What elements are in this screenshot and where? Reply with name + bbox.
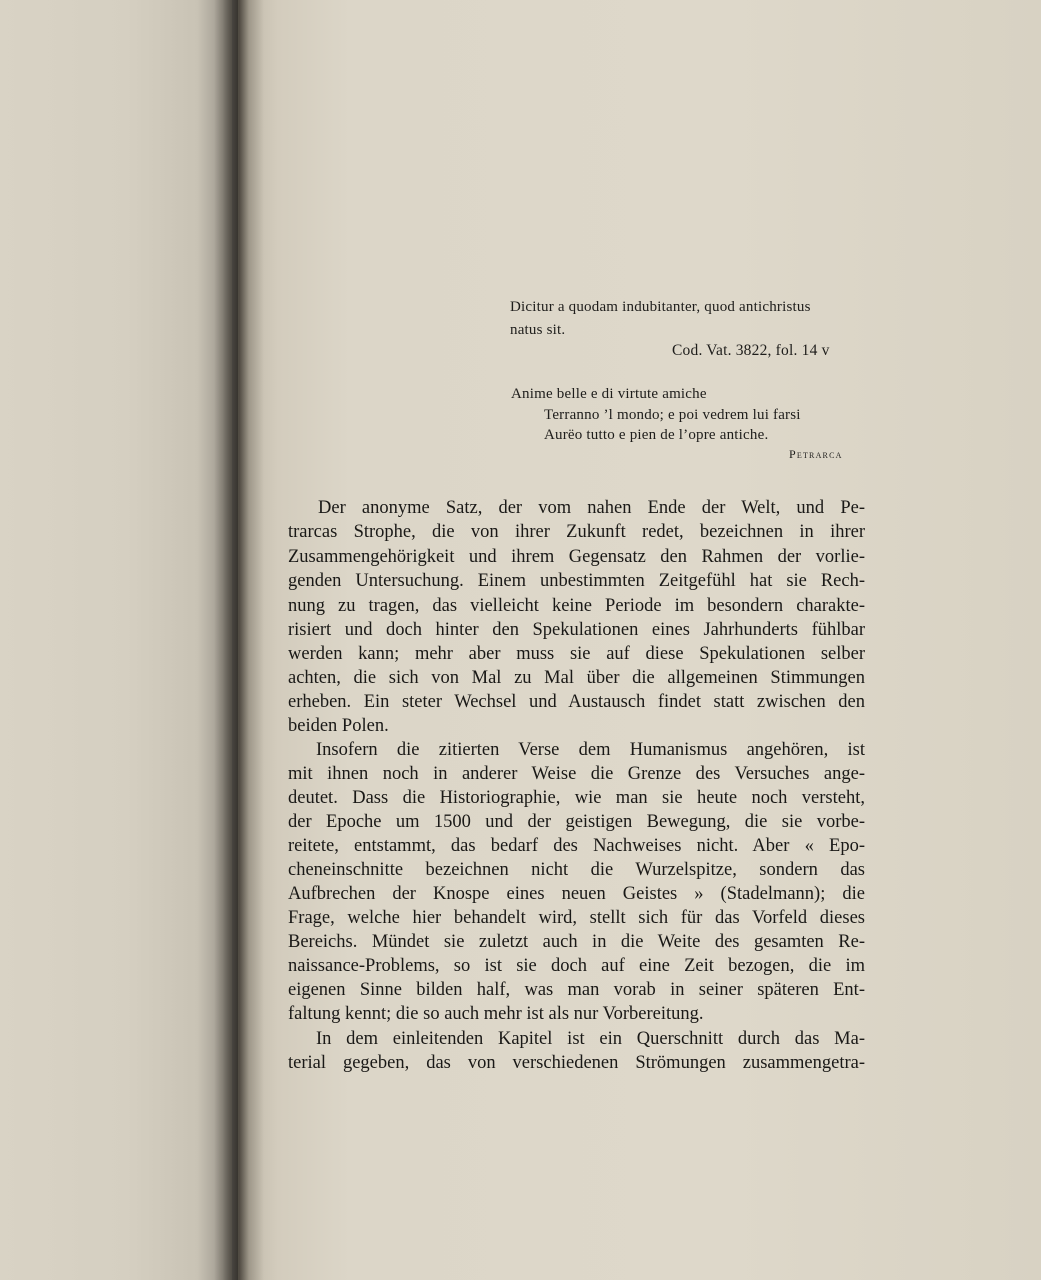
body-line-20: naissance-Problems, so ist sie doch auf eine Zeit bezogen, die im — [288, 956, 865, 976]
body-line-14: der Epoche um 1500 und der geistigen Bewegung, die sie vorbe- — [288, 812, 865, 832]
body-line-6: risiert und doch hinter den Spekulationen eines Jahrhunderts fühlbar — [288, 620, 865, 640]
book-gutter — [214, 0, 264, 1280]
epigraph-2-line-1: Anime belle e di virtute amiche — [511, 386, 707, 402]
body-line-8: achten, die sich von Mal zu Mal über die allgemeinen Stimmungen — [288, 668, 865, 688]
body-line-19: Bereichs. Mündet sie zuletzt auch in die Weite des gesamten Re- — [288, 932, 865, 952]
epigraph-2-source: Petrarca — [789, 447, 843, 461]
left-page — [0, 0, 232, 1280]
body-line-15: reitete, entstammt, das bedarf des Nachweises nicht. Aber « Epo- — [288, 836, 865, 856]
body-line-17: Aufbrechen der Knospe eines neuen Geistes » (Stadelmann); die — [288, 884, 865, 904]
body-line-24: terial gegeben, das von verschiedenen Strömungen zusammengetra- — [288, 1053, 865, 1073]
epigraph-1-source: Cod. Vat. 3822, fol. 14 v — [672, 342, 830, 359]
epigraph-1-line-1: Dicitur a quodam indubitanter, quod antichristus — [510, 299, 811, 315]
body-line-13: deutet. Dass die Historiographie, wie man sie heute noch versteht, — [288, 788, 865, 808]
body-line-11: Insofern die zitierten Verse dem Humanismus angehören, ist — [316, 740, 865, 760]
body-line-5: nung zu tragen, das vielleicht keine Periode im besondern charakte- — [288, 596, 865, 616]
body-line-12: mit ihnen noch in anderer Weise die Grenze des Versuches ange- — [288, 764, 865, 784]
epigraph-2-line-2: Terranno ’l mondo; e poi vedrem lui farsi — [544, 407, 801, 423]
body-line-21: eigenen Sinne bilden half, was man vorab in seiner späteren Ent- — [288, 980, 865, 1000]
body-line-1: Der anonyme Satz, der vom nahen Ende der Welt, und Pe- — [318, 498, 865, 518]
body-line-9: erheben. Ein steter Wechsel und Austausch findet statt zwischen den — [288, 692, 865, 712]
body-line-2: trarcas Strophe, die von ihrer Zukunft redet, bezeichnen in ihrer — [288, 522, 865, 542]
body-line-3: Zusammengehörigkeit und ihrem Gegensatz den Rahmen der vorlie- — [288, 547, 865, 567]
body-line-4: genden Untersuchung. Einem unbestimmten Zeitgefühl hat sie Rech- — [288, 571, 865, 591]
body-line-18: Frage, welche hier behandelt wird, stellt sich für das Vorfeld dieses — [288, 908, 865, 928]
body-line-23: In dem einleitenden Kapitel ist ein Querschnitt durch das Ma- — [316, 1029, 865, 1049]
body-line-7: werden kann; mehr aber muss sie auf diese Spekulationen selber — [288, 644, 865, 664]
body-line-10: beiden Polen. — [288, 716, 389, 736]
body-line-22: faltung kennt; die so auch mehr ist als nur Vorbereitung. — [288, 1004, 704, 1024]
epigraph-1-line-2: natus sit. — [510, 322, 566, 338]
body-line-16: cheneinschnitte bezeichnen nicht die Wurzelspitze, sondern das — [288, 860, 865, 880]
epigraph-2-line-3: Aurëo tutto e pien de l’opre antiche. — [544, 427, 769, 443]
